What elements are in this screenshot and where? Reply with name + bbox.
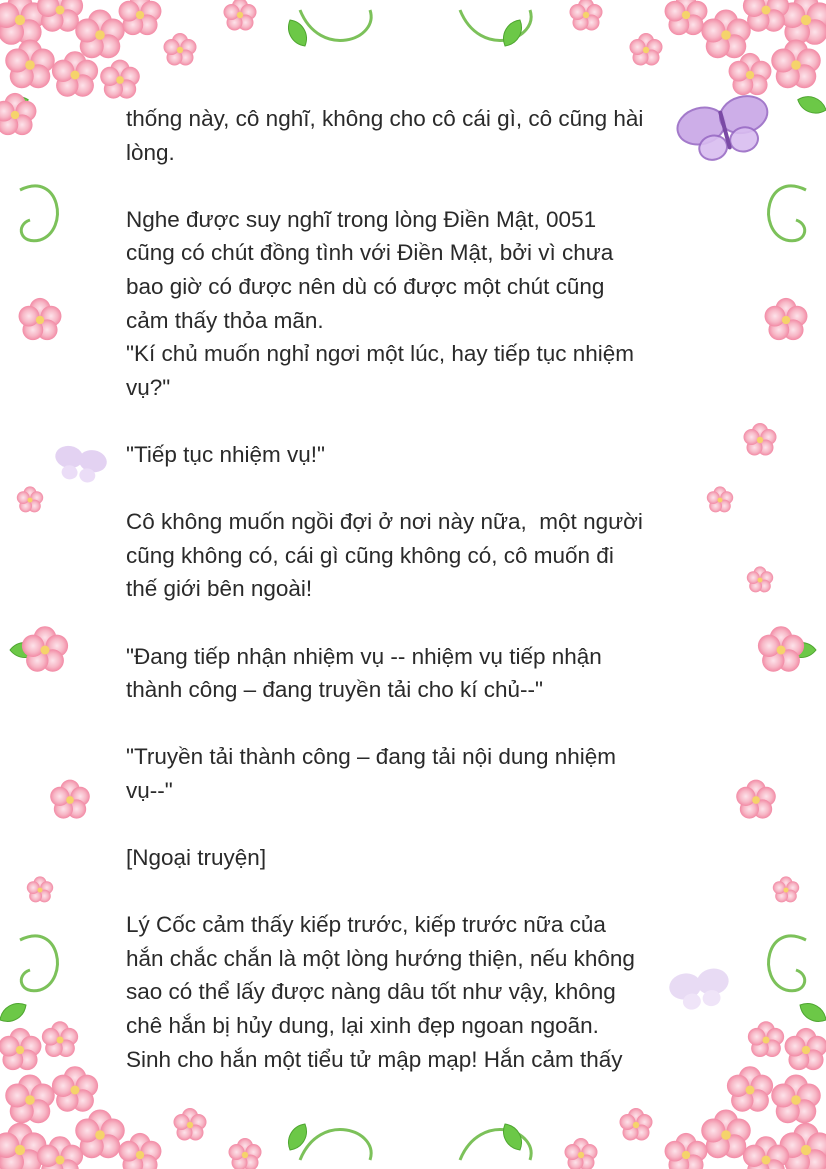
paragraph: "Tiếp tục nhiệm vụ!" <box>126 441 325 467</box>
paragraph <box>126 807 716 841</box>
paragraph: "Truyền tải thành công – đang tải nội dung nhiệm vụ--" <box>126 744 616 803</box>
paragraph: "Kí chủ muốn nghỉ ngơi một lúc, hay tiếp tục nhiệm vụ?" <box>126 341 635 400</box>
paragraph: Cô không muốn ngồi đợi ở nơi này nữa, một người cũng không có, cái gì cũng không có, cô muốn đi thế giới bên ngoài! <box>126 509 643 602</box>
paragraph: "Đang tiếp nhận nhiệm vụ -- nhiệm vụ tiếp nhận thành công – đang truyền tải cho kí chủ--" <box>126 643 602 703</box>
paragraph: thống này, cô nghĩ, không cho cô cái gì, cô cũng hài lòng. <box>126 106 644 165</box>
paragraph: [Ngoại truyện] <box>126 845 267 871</box>
paragraph <box>126 875 716 909</box>
paragraph: Lý Cốc cảm thấy kiếp trước, kiếp trước nữa của hắn chắc chắn là một lòng hướng thiện, nếu không sao có thể lấy được nàng dâu tốt như vậy, không chê hắn bị hủy dung, lại xinh đẹp ngoan ngoãn. Sinh cho hắn một tiểu tử mập mạp! Hắn cảm thấy <box>126 912 635 1072</box>
paragraph <box>126 472 716 506</box>
paragraph <box>126 707 716 741</box>
paragraph <box>126 606 716 640</box>
butterfly-icon <box>52 444 109 486</box>
paragraph <box>126 169 716 203</box>
story-text <box>126 102 716 1076</box>
paragraph <box>126 404 716 438</box>
paragraph: Nghe được suy nghĩ trong lòng Điền Mật, 0051 cũng có chút đồng tình với Điền Mật, bởi vì chưa bao giờ có được nên dù có được một chút cũng cảm thấy thỏa mãn. <box>126 206 614 333</box>
flower-icon <box>570 0 826 95</box>
